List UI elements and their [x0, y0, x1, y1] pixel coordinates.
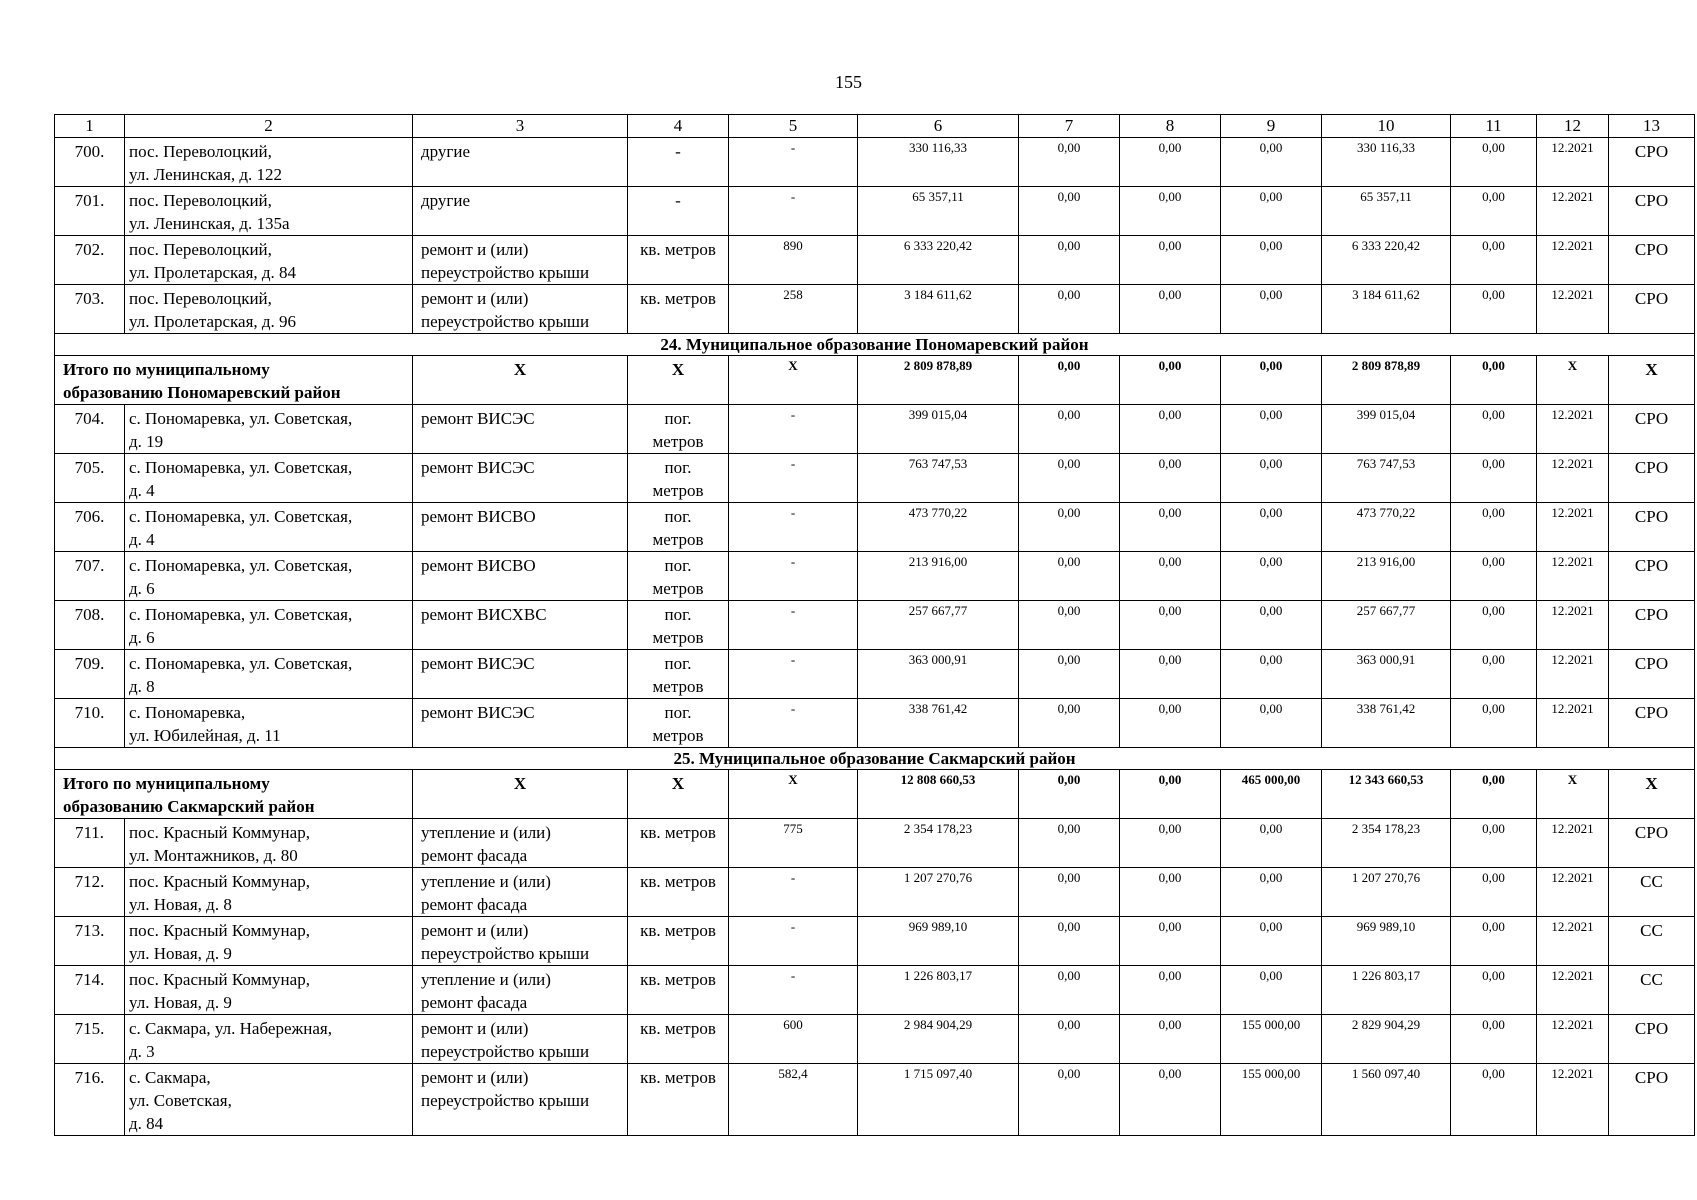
section-title: 24. Муниципальное образование Пономаревский район	[55, 334, 1695, 356]
address: с. Сакмара, ул. Советская, д. 84	[125, 1064, 413, 1136]
value-c11: 0,00	[1451, 236, 1537, 285]
value-c8: 0,00	[1120, 285, 1221, 334]
table-row	[55, 454, 1695, 503]
value-c9: 0,00	[1221, 552, 1322, 601]
unit: пог. метров	[628, 552, 729, 601]
value-c8: 0,00	[1120, 819, 1221, 868]
value-c9: 0,00	[1221, 454, 1322, 503]
value-c10: 257 667,77	[1322, 601, 1451, 650]
address: пос. Красный Коммунар, ул. Монтажников, д. 80	[125, 819, 413, 868]
column-number-header: 13	[1609, 115, 1695, 138]
row-number: 714.	[55, 966, 125, 1015]
table-row	[55, 1064, 1695, 1136]
value-c8: 0,00	[1120, 966, 1221, 1015]
total-c13: X	[1609, 770, 1695, 819]
quantity: -	[729, 503, 858, 552]
row-number: 702.	[55, 236, 125, 285]
value-c7: 0,00	[1019, 552, 1120, 601]
address: с. Пономаревка, ул. Советская, д. 6	[125, 601, 413, 650]
total-c12: X	[1537, 356, 1609, 405]
value-c12: 12.2021	[1537, 454, 1609, 503]
quantity: -	[729, 917, 858, 966]
total-work-type: X	[413, 770, 628, 819]
value-c12: 12.2021	[1537, 868, 1609, 917]
column-number-header: 7	[1019, 115, 1120, 138]
quantity: -	[729, 138, 858, 187]
address: с. Пономаревка, ул. Советская, д. 4	[125, 454, 413, 503]
value-c6: 65 357,11	[858, 187, 1019, 236]
work-type: ремонт ВИСВО	[413, 503, 628, 552]
value-c12: 12.2021	[1537, 699, 1609, 748]
row-number: 710.	[55, 699, 125, 748]
value-c8: 0,00	[1120, 699, 1221, 748]
value-c11: 0,00	[1451, 650, 1537, 699]
work-type: ремонт и (или) переустройство крыши	[413, 1015, 628, 1064]
address: пос. Переволоцкий, ул. Пролетарская, д. 84	[125, 236, 413, 285]
value-c8: 0,00	[1120, 552, 1221, 601]
value-c8: 0,00	[1120, 1015, 1221, 1064]
work-type: другие	[413, 138, 628, 187]
value-c9: 0,00	[1221, 138, 1322, 187]
value-c10: 363 000,91	[1322, 650, 1451, 699]
value-c8: 0,00	[1120, 650, 1221, 699]
value-c11: 0,00	[1451, 1064, 1537, 1136]
value-c6: 330 116,33	[858, 138, 1019, 187]
quantity: 258	[729, 285, 858, 334]
value-c9: 155 000,00	[1221, 1064, 1322, 1136]
total-unit: X	[628, 356, 729, 405]
value-c9: 155 000,00	[1221, 1015, 1322, 1064]
unit: -	[628, 138, 729, 187]
row-number: 709.	[55, 650, 125, 699]
work-type: утепление и (или) ремонт фасада	[413, 966, 628, 1015]
column-number-header: 9	[1221, 115, 1322, 138]
value-c7: 0,00	[1019, 601, 1120, 650]
total-c6: 2 809 878,89	[858, 356, 1019, 405]
value-c9: 0,00	[1221, 699, 1322, 748]
value-c7: 0,00	[1019, 650, 1120, 699]
value-c12: 12.2021	[1537, 552, 1609, 601]
value-c7: 0,00	[1019, 699, 1120, 748]
value-c8: 0,00	[1120, 236, 1221, 285]
value-c6: 213 916,00	[858, 552, 1019, 601]
value-c11: 0,00	[1451, 454, 1537, 503]
value-c7: 0,00	[1019, 1064, 1120, 1136]
value-c8: 0,00	[1120, 1064, 1221, 1136]
work-type: другие	[413, 187, 628, 236]
implementation-method: СРО	[1609, 236, 1695, 285]
implementation-method: СРО	[1609, 650, 1695, 699]
work-type: ремонт ВИСВО	[413, 552, 628, 601]
value-c10: 473 770,22	[1322, 503, 1451, 552]
table-row	[55, 285, 1695, 334]
address: с. Сакмара, ул. Набережная, д. 3	[125, 1015, 413, 1064]
value-c12: 12.2021	[1537, 966, 1609, 1015]
value-c10: 399 015,04	[1322, 405, 1451, 454]
value-c11: 0,00	[1451, 699, 1537, 748]
value-c6: 338 761,42	[858, 699, 1019, 748]
value-c7: 0,00	[1019, 138, 1120, 187]
table-row	[55, 966, 1695, 1015]
work-type: ремонт ВИСХВС	[413, 601, 628, 650]
section-header-row	[55, 748, 1695, 770]
value-c9: 0,00	[1221, 966, 1322, 1015]
section-title: 25. Муниципальное образование Сакмарский район	[55, 748, 1695, 770]
address: пос. Переволоцкий, ул. Ленинская, д. 135а	[125, 187, 413, 236]
value-c10: 3 184 611,62	[1322, 285, 1451, 334]
value-c12: 12.2021	[1537, 819, 1609, 868]
column-number-header: 1	[55, 115, 125, 138]
quantity: -	[729, 454, 858, 503]
implementation-method: СРО	[1609, 405, 1695, 454]
value-c12: 12.2021	[1537, 503, 1609, 552]
total-c10: 2 809 878,89	[1322, 356, 1451, 405]
total-quantity: X	[729, 356, 858, 405]
work-type: ремонт ВИСЭС	[413, 454, 628, 503]
quantity: -	[729, 650, 858, 699]
work-type: ремонт ВИСЭС	[413, 650, 628, 699]
value-c9: 0,00	[1221, 503, 1322, 552]
quantity: -	[729, 699, 858, 748]
column-number-header: 12	[1537, 115, 1609, 138]
address: пос. Красный Коммунар, ул. Новая, д. 8	[125, 868, 413, 917]
value-c12: 12.2021	[1537, 236, 1609, 285]
table-row	[55, 552, 1695, 601]
total-c12: X	[1537, 770, 1609, 819]
address: пос. Красный Коммунар, ул. Новая, д. 9	[125, 917, 413, 966]
implementation-method: СРО	[1609, 1015, 1695, 1064]
unit: кв. метров	[628, 1015, 729, 1064]
total-c11: 0,00	[1451, 356, 1537, 405]
total-c10: 12 343 660,53	[1322, 770, 1451, 819]
row-number: 707.	[55, 552, 125, 601]
unit: кв. метров	[628, 236, 729, 285]
value-c7: 0,00	[1019, 454, 1120, 503]
row-number: 700.	[55, 138, 125, 187]
table-row	[55, 819, 1695, 868]
value-c6: 969 989,10	[858, 917, 1019, 966]
row-number: 703.	[55, 285, 125, 334]
table-row	[55, 601, 1695, 650]
value-c11: 0,00	[1451, 138, 1537, 187]
value-c7: 0,00	[1019, 966, 1120, 1015]
value-c12: 12.2021	[1537, 405, 1609, 454]
value-c10: 969 989,10	[1322, 917, 1451, 966]
implementation-method: СС	[1609, 966, 1695, 1015]
implementation-method: СРО	[1609, 454, 1695, 503]
value-c11: 0,00	[1451, 552, 1537, 601]
implementation-method: СРО	[1609, 1064, 1695, 1136]
unit: пог. метров	[628, 454, 729, 503]
total-c9: 0,00	[1221, 356, 1322, 405]
value-c6: 6 333 220,42	[858, 236, 1019, 285]
value-c9: 0,00	[1221, 405, 1322, 454]
quantity: 890	[729, 236, 858, 285]
implementation-method: СРО	[1609, 601, 1695, 650]
value-c9: 0,00	[1221, 819, 1322, 868]
section-header-row	[55, 334, 1695, 356]
quantity: -	[729, 187, 858, 236]
row-number: 701.	[55, 187, 125, 236]
value-c6: 399 015,04	[858, 405, 1019, 454]
value-c8: 0,00	[1120, 187, 1221, 236]
implementation-method: СС	[1609, 917, 1695, 966]
unit: кв. метров	[628, 966, 729, 1015]
column-number-header: 6	[858, 115, 1019, 138]
page-number: 155	[835, 72, 862, 92]
value-c8: 0,00	[1120, 138, 1221, 187]
work-type: ремонт ВИСЭС	[413, 699, 628, 748]
value-c7: 0,00	[1019, 503, 1120, 552]
value-c7: 0,00	[1019, 405, 1120, 454]
quantity: 775	[729, 819, 858, 868]
column-number-row	[55, 115, 1695, 138]
address: с. Пономаревка, ул. Советская, д. 4	[125, 503, 413, 552]
implementation-method: СРО	[1609, 187, 1695, 236]
value-c12: 12.2021	[1537, 1015, 1609, 1064]
value-c9: 0,00	[1221, 917, 1322, 966]
unit: кв. метров	[628, 1064, 729, 1136]
unit: пог. метров	[628, 601, 729, 650]
work-type: утепление и (или) ремонт фасада	[413, 819, 628, 868]
quantity: -	[729, 405, 858, 454]
total-unit: X	[628, 770, 729, 819]
work-type: ремонт и (или) переустройство крыши	[413, 236, 628, 285]
value-c6: 3 184 611,62	[858, 285, 1019, 334]
column-number-header: 5	[729, 115, 858, 138]
value-c7: 0,00	[1019, 285, 1120, 334]
table-row	[55, 1015, 1695, 1064]
value-c9: 0,00	[1221, 601, 1322, 650]
unit: пог. метров	[628, 699, 729, 748]
value-c11: 0,00	[1451, 917, 1537, 966]
work-type: ремонт и (или) переустройство крыши	[413, 917, 628, 966]
value-c11: 0,00	[1451, 601, 1537, 650]
value-c6: 763 747,53	[858, 454, 1019, 503]
unit: кв. метров	[628, 285, 729, 334]
value-c12: 12.2021	[1537, 650, 1609, 699]
row-number: 705.	[55, 454, 125, 503]
total-c6: 12 808 660,53	[858, 770, 1019, 819]
total-c9: 465 000,00	[1221, 770, 1322, 819]
table-row	[55, 868, 1695, 917]
column-number-header: 11	[1451, 115, 1537, 138]
total-c8: 0,00	[1120, 356, 1221, 405]
total-work-type: X	[413, 356, 628, 405]
row-number: 708.	[55, 601, 125, 650]
municipality-total-row	[55, 356, 1695, 405]
value-c11: 0,00	[1451, 285, 1537, 334]
address: пос. Переволоцкий, ул. Пролетарская, д. 96	[125, 285, 413, 334]
row-number: 711.	[55, 819, 125, 868]
municipality-total-row	[55, 770, 1695, 819]
value-c7: 0,00	[1019, 236, 1120, 285]
quantity: 582,4	[729, 1064, 858, 1136]
value-c8: 0,00	[1120, 601, 1221, 650]
table-row	[55, 917, 1695, 966]
table-row	[55, 236, 1695, 285]
column-number-header: 3	[413, 115, 628, 138]
implementation-method: СРО	[1609, 503, 1695, 552]
quantity: -	[729, 601, 858, 650]
value-c6: 2 354 178,23	[858, 819, 1019, 868]
value-c9: 0,00	[1221, 650, 1322, 699]
value-c10: 2 829 904,29	[1322, 1015, 1451, 1064]
table-row	[55, 503, 1695, 552]
address: пос. Переволоцкий, ул. Ленинская, д. 122	[125, 138, 413, 187]
value-c6: 1 715 097,40	[858, 1064, 1019, 1136]
total-label: Итого по муниципальному образованию Пономаревский район	[55, 356, 413, 405]
total-label: Итого по муниципальному образованию Сакмарский район	[55, 770, 413, 819]
table-row	[55, 699, 1695, 748]
unit: пог. метров	[628, 503, 729, 552]
value-c6: 1 207 270,76	[858, 868, 1019, 917]
unit: -	[628, 187, 729, 236]
unit: кв. метров	[628, 868, 729, 917]
value-c10: 330 116,33	[1322, 138, 1451, 187]
address: с. Пономаревка, ул. Советская, д. 8	[125, 650, 413, 699]
value-c10: 6 333 220,42	[1322, 236, 1451, 285]
quantity: -	[729, 552, 858, 601]
value-c12: 12.2021	[1537, 138, 1609, 187]
value-c9: 0,00	[1221, 285, 1322, 334]
row-number: 713.	[55, 917, 125, 966]
work-type: ремонт и (или) переустройство крыши	[413, 1064, 628, 1136]
value-c6: 1 226 803,17	[858, 966, 1019, 1015]
row-number: 712.	[55, 868, 125, 917]
table-row	[55, 405, 1695, 454]
implementation-method: СС	[1609, 868, 1695, 917]
value-c10: 1 207 270,76	[1322, 868, 1451, 917]
address: с. Пономаревка, ул. Советская, д. 6	[125, 552, 413, 601]
total-c8: 0,00	[1120, 770, 1221, 819]
quantity: 600	[729, 1015, 858, 1064]
column-number-header: 10	[1322, 115, 1451, 138]
value-c7: 0,00	[1019, 187, 1120, 236]
value-c7: 0,00	[1019, 819, 1120, 868]
value-c12: 12.2021	[1537, 601, 1609, 650]
total-quantity: X	[729, 770, 858, 819]
address: пос. Красный Коммунар, ул. Новая, д. 9	[125, 966, 413, 1015]
row-number: 716.	[55, 1064, 125, 1136]
unit: кв. метров	[628, 819, 729, 868]
value-c7: 0,00	[1019, 917, 1120, 966]
value-c12: 12.2021	[1537, 187, 1609, 236]
value-c11: 0,00	[1451, 503, 1537, 552]
address: с. Пономаревка, ул. Юбилейная, д. 11	[125, 699, 413, 748]
value-c10: 213 916,00	[1322, 552, 1451, 601]
value-c12: 12.2021	[1537, 1064, 1609, 1136]
column-number-header: 8	[1120, 115, 1221, 138]
value-c10: 2 354 178,23	[1322, 819, 1451, 868]
value-c12: 12.2021	[1537, 917, 1609, 966]
work-type: ремонт и (или) переустройство крыши	[413, 285, 628, 334]
unit: пог. метров	[628, 650, 729, 699]
value-c11: 0,00	[1451, 819, 1537, 868]
value-c8: 0,00	[1120, 917, 1221, 966]
row-number: 706.	[55, 503, 125, 552]
table-row	[55, 138, 1695, 187]
implementation-method: СРО	[1609, 552, 1695, 601]
value-c10: 763 747,53	[1322, 454, 1451, 503]
value-c8: 0,00	[1120, 868, 1221, 917]
value-c6: 473 770,22	[858, 503, 1019, 552]
value-c11: 0,00	[1451, 868, 1537, 917]
value-c10: 1 226 803,17	[1322, 966, 1451, 1015]
total-c7: 0,00	[1019, 356, 1120, 405]
value-c10: 338 761,42	[1322, 699, 1451, 748]
work-type: утепление и (или) ремонт фасада	[413, 868, 628, 917]
value-c9: 0,00	[1221, 868, 1322, 917]
table-row	[55, 650, 1695, 699]
table-row	[55, 187, 1695, 236]
implementation-method: СРО	[1609, 699, 1695, 748]
value-c9: 0,00	[1221, 187, 1322, 236]
quantity: -	[729, 966, 858, 1015]
value-c11: 0,00	[1451, 966, 1537, 1015]
unit: пог. метров	[628, 405, 729, 454]
value-c9: 0,00	[1221, 236, 1322, 285]
total-c11: 0,00	[1451, 770, 1537, 819]
total-c13: X	[1609, 356, 1695, 405]
value-c12: 12.2021	[1537, 285, 1609, 334]
column-number-header: 2	[125, 115, 413, 138]
work-schedule-table	[54, 114, 1695, 1136]
implementation-method: СРО	[1609, 285, 1695, 334]
value-c7: 0,00	[1019, 868, 1120, 917]
column-number-header: 4	[628, 115, 729, 138]
value-c10: 1 560 097,40	[1322, 1064, 1451, 1136]
quantity: -	[729, 868, 858, 917]
total-c7: 0,00	[1019, 770, 1120, 819]
value-c11: 0,00	[1451, 1015, 1537, 1064]
value-c10: 65 357,11	[1322, 187, 1451, 236]
value-c11: 0,00	[1451, 187, 1537, 236]
value-c6: 363 000,91	[858, 650, 1019, 699]
value-c6: 257 667,77	[858, 601, 1019, 650]
value-c7: 0,00	[1019, 1015, 1120, 1064]
unit: кв. метров	[628, 917, 729, 966]
work-type: ремонт ВИСЭС	[413, 405, 628, 454]
row-number: 704.	[55, 405, 125, 454]
value-c11: 0,00	[1451, 405, 1537, 454]
value-c6: 2 984 904,29	[858, 1015, 1019, 1064]
value-c8: 0,00	[1120, 454, 1221, 503]
value-c8: 0,00	[1120, 503, 1221, 552]
row-number: 715.	[55, 1015, 125, 1064]
implementation-method: СРО	[1609, 819, 1695, 868]
implementation-method: СРО	[1609, 138, 1695, 187]
value-c8: 0,00	[1120, 405, 1221, 454]
address: с. Пономаревка, ул. Советская, д. 19	[125, 405, 413, 454]
